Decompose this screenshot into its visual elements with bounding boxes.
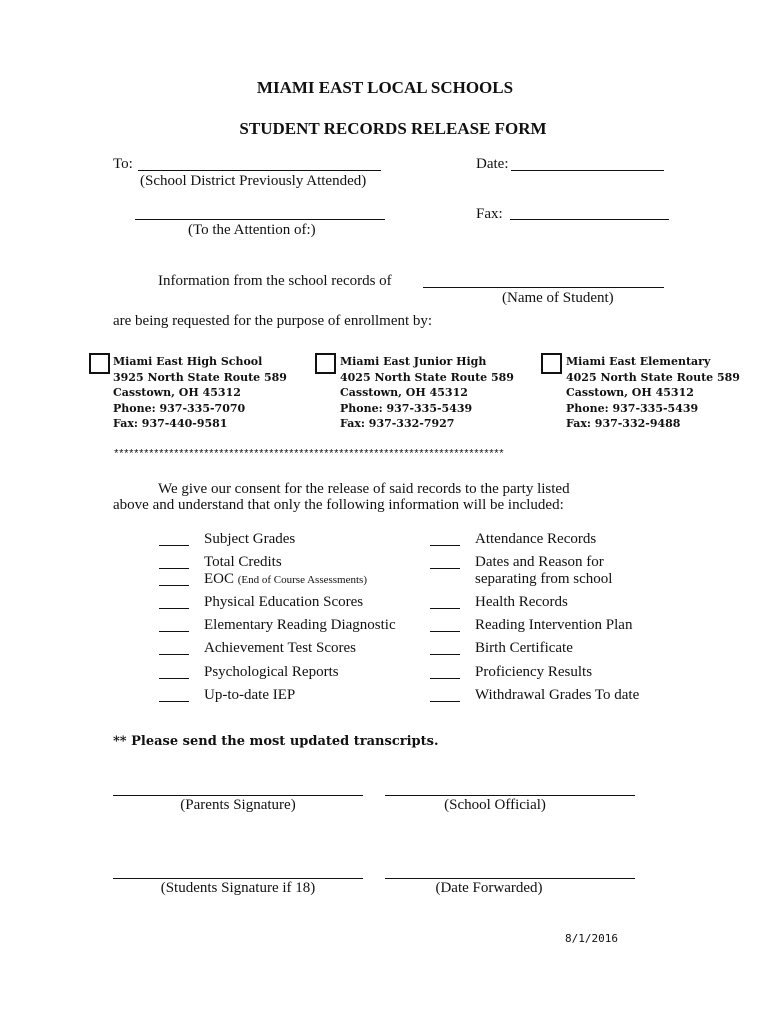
record-dates-and-reason[interactable]: Dates and Reason for separating from school — [430, 556, 460, 574]
form-title: STUDENT RECORDS RELEASE FORM — [239, 119, 547, 138]
date-forwarded-line[interactable] — [385, 878, 635, 879]
junior-high-info: Miami East Junior High 4025 North State Route 589 Casstown, OH 45312 Phone: 937-335-5439 Fax: 937-332-7927 — [340, 355, 514, 430]
elementary-checkbox[interactable] — [541, 353, 562, 374]
record-reading-intervention-plan[interactable]: Reading Intervention Plan — [430, 619, 460, 637]
record-achievement-test-scores[interactable]: Achievement Test Scores — [159, 642, 189, 660]
school-official-line[interactable] — [385, 795, 635, 796]
date-forwarded-caption: (Date Forwarded) — [435, 880, 543, 896]
junior-high-checkbox[interactable] — [315, 353, 336, 374]
check-blank[interactable] — [430, 533, 460, 546]
high-school-checkbox[interactable] — [89, 353, 110, 374]
student-signature-caption: (Students Signature if 18) — [160, 880, 316, 896]
consent-line-2: above and understand that only the following information will be included: — [113, 497, 564, 513]
attention-caption: (To the Attention of:) — [188, 222, 316, 238]
record-physical-education-scores[interactable]: Physical Education Scores — [159, 596, 189, 614]
student-signature-line[interactable] — [113, 878, 363, 879]
student-caption: (Name of Student) — [502, 290, 614, 306]
check-blank[interactable] — [430, 619, 460, 632]
check-blank[interactable] — [430, 689, 460, 702]
record-eoc[interactable]: EOC (End of Course Assessments) — [159, 573, 189, 591]
check-blank[interactable] — [159, 573, 189, 586]
parents-signature-caption: (Parents Signature) — [180, 797, 296, 813]
separator-line: ****************************************************************************** — [113, 449, 504, 461]
high-school-info: Miami East High School 3925 North State Route 589 Casstown, OH 45312 Phone: 937-335-7070 Fax: 937-440-9581 — [113, 355, 287, 430]
check-blank[interactable] — [159, 596, 189, 609]
info-text: Information from the school records of — [158, 273, 392, 289]
to-label: To: — [113, 156, 133, 172]
check-blank[interactable] — [159, 619, 189, 632]
record-psychological-reports[interactable]: Psychological Reports — [159, 666, 189, 684]
elementary-info: Miami East Elementary 4025 North State Route 589 Casstown, OH 45312 Phone: 937-335-5439 Fax: 937-332-9488 — [566, 355, 740, 430]
student-name-field[interactable] — [423, 287, 664, 288]
check-blank[interactable] — [159, 642, 189, 655]
record-health-records[interactable]: Health Records — [430, 596, 460, 614]
to-caption: (School District Previously Attended) — [140, 173, 367, 189]
check-blank[interactable] — [430, 596, 460, 609]
check-blank[interactable] — [159, 689, 189, 702]
record-withdrawal-grades[interactable]: Withdrawal Grades To date — [430, 689, 460, 707]
check-blank[interactable] — [159, 666, 189, 679]
attention-field[interactable] — [135, 219, 385, 220]
check-blank[interactable] — [430, 642, 460, 655]
record-elementary-reading-diagnostic[interactable]: Elementary Reading Diagnostic — [159, 619, 189, 637]
consent-line-1: We give our consent for the release of said records to the party listed — [158, 481, 570, 497]
check-blank[interactable] — [159, 556, 189, 569]
district-title: MIAMI EAST LOCAL SCHOOLS — [256, 78, 514, 97]
record-birth-certificate[interactable]: Birth Certificate — [430, 642, 460, 660]
fax-field[interactable] — [510, 219, 669, 220]
record-subject-grades[interactable]: Subject Grades — [159, 533, 189, 551]
date-label: Date: — [476, 156, 509, 172]
school-official-caption: (School Official) — [444, 797, 546, 813]
record-total-credits[interactable]: Total Credits — [159, 556, 189, 574]
revision-date: 8/1/2016 — [565, 932, 618, 945]
record-proficiency-results[interactable]: Proficiency Results — [430, 666, 460, 684]
record-up-to-date-iep[interactable]: Up-to-date IEP — [159, 689, 189, 707]
check-blank[interactable] — [430, 556, 460, 569]
fax-label: Fax: — [476, 206, 503, 222]
check-blank[interactable] — [159, 533, 189, 546]
record-attendance-records[interactable]: Attendance Records — [430, 533, 460, 551]
to-field[interactable] — [138, 170, 381, 171]
transcripts-note: ** Please send the most updated transcripts. — [113, 734, 439, 749]
date-field[interactable] — [511, 170, 664, 171]
purpose-text: are being requested for the purpose of enrollment by: — [113, 313, 433, 329]
parents-signature-line[interactable] — [113, 795, 363, 796]
check-blank[interactable] — [430, 666, 460, 679]
